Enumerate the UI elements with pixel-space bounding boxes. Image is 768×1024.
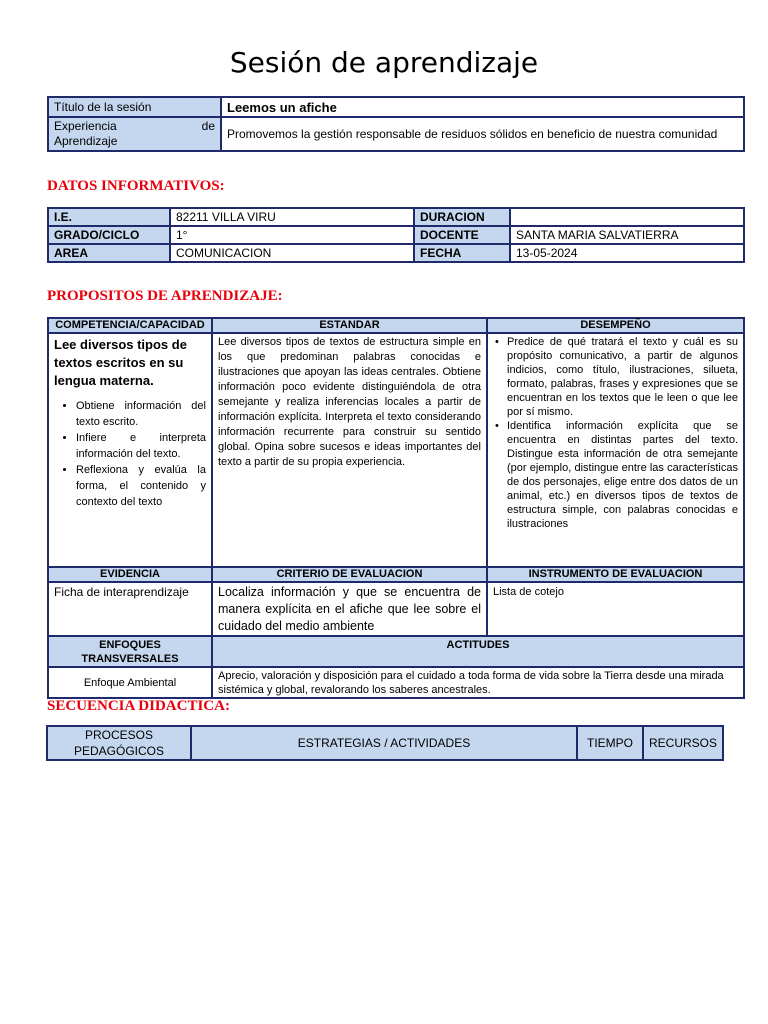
instrumento-header: INSTRUMENTO DE EVALUACION xyxy=(487,567,744,582)
session-title-value: Leemos un afiche xyxy=(221,97,744,117)
session-table xyxy=(47,96,745,152)
experiencia-label-word-2: de xyxy=(201,119,215,133)
criterio-header: CRITERIO DE EVALUACION xyxy=(212,567,487,582)
procesos-header: PROCESOS PEDAGÓGICOS xyxy=(47,726,191,760)
list-item: • Identifica información explícita que se encuentra en distintas partes del texto. Distingue esta información de otra semejante (por ejemplo, distingue entre las características de dos personajes, elige entre dos datos de un animal, etc.) en diversos tipos de textos de estructura simple, con palabras conocidas e ilustraciones xyxy=(503,419,738,531)
datos-label: DURACION xyxy=(414,208,510,226)
estrategias-header: ESTRATEGIAS / ACTIVIDADES xyxy=(191,726,577,760)
enfoques-header: ENFOQUES TRANSVERSALES xyxy=(48,636,212,667)
experiencia-label-word-1: Experiencia xyxy=(54,119,117,133)
propositos-heading: PROPOSITOS DE APRENDIZAJE: xyxy=(47,288,283,304)
datos-value: COMUNICACION xyxy=(170,244,414,262)
datos-label: I.E. xyxy=(48,208,170,226)
datos-value: 1° xyxy=(170,226,414,244)
datos-value: SANTA MARIA SALVATIERRA xyxy=(510,226,744,244)
secuencia-table xyxy=(46,725,724,761)
competencia-title: Lee diversos tipos de textos escritos en su lengua materna. xyxy=(54,337,187,388)
datos-row xyxy=(48,208,744,226)
datos-label: DOCENTE xyxy=(414,226,510,244)
desempeno-header: DESEMPEÑO xyxy=(487,318,744,333)
datos-value xyxy=(510,208,744,226)
tiempo-header: TIEMPO xyxy=(577,726,643,760)
datos-value: 13-05-2024 xyxy=(510,244,744,262)
experiencia-label xyxy=(48,117,221,151)
evidencia-value: Ficha de interaprendizaje xyxy=(48,582,212,636)
session-title-label: Título de la sesión xyxy=(48,97,221,117)
datos-table xyxy=(47,207,745,263)
datos-label: GRADO/CICLO xyxy=(48,226,170,244)
criterio-value: Localiza información y que se encuentra de manera explícita en el afiche que lee sobre el cuidado del medio ambiente xyxy=(212,582,487,636)
recursos-header: RECURSOS xyxy=(643,726,723,760)
instrumento-value: Lista de cotejo xyxy=(487,582,744,636)
estandar-header: ESTANDAR xyxy=(212,318,487,333)
actitudes-header: ACTITUDES xyxy=(212,636,744,667)
secuencia-heading: SECUENCIA DIDACTICA: xyxy=(47,698,230,714)
datos-row xyxy=(48,244,744,262)
datos-value: 82211 VILLA VIRU xyxy=(170,208,414,226)
estandar-cell: Lee diversos tipos de textos de estructura simple en los que predominan palabras conocidas e ilustraciones que apoyan las ideas centrales. Obtiene información poco evidente distinguiéndola de otra semejante y realiza inferencias locales a partir de información explícita. Interpreta el texto considerando información recurrente para construir su sentido global. Opina sobre sucesos e ideas importantes del texto a partir de su propia experiencia. xyxy=(212,333,487,567)
experiencia-value: Promovemos la gestión responsable de residuos sólidos en beneficio de nuestra comunidad xyxy=(221,117,744,151)
evidencia-header: EVIDENCIA xyxy=(48,567,212,582)
competencia-cell xyxy=(48,333,212,567)
datos-row xyxy=(48,226,744,244)
page-title: Sesión de aprendizaje xyxy=(229,46,539,79)
datos-label: AREA xyxy=(48,244,170,262)
propositos-table xyxy=(47,317,745,699)
datos-label: FECHA xyxy=(414,244,510,262)
desempenos-list xyxy=(493,335,738,531)
enfoque-value: Enfoque Ambiental xyxy=(48,667,212,698)
list-item: • Obtiene información del texto escrito. xyxy=(76,398,206,430)
capacidades-list xyxy=(54,398,206,510)
competencia-header: COMPETENCIA/CAPACIDAD xyxy=(48,318,212,333)
actitud-value: Aprecio, valoración y disposición para el cuidado a toda forma de vida sobre la Tierra desde una mirada sistémica y global, revalorando los saberes ancestrales. xyxy=(212,667,744,698)
list-item: • Reflexiona y evalúa la forma, el contenido y contexto del texto xyxy=(76,462,206,510)
list-item: • Predice de qué tratará el texto y cuál es su propósito comunicativo, a partir de algunos indicios, como título, ilustraciones, silueta, formato, palabras, frases y expresiones que se encuentran en los textos que le leen o que lee por sí mismo. xyxy=(503,335,738,419)
desempeno-cell xyxy=(487,333,744,567)
list-item: • Infiere e interpreta información del texto. xyxy=(76,430,206,462)
experiencia-label-word-3: Aprendizaje xyxy=(54,134,118,148)
datos-heading: DATOS INFORMATIVOS: xyxy=(47,178,225,194)
